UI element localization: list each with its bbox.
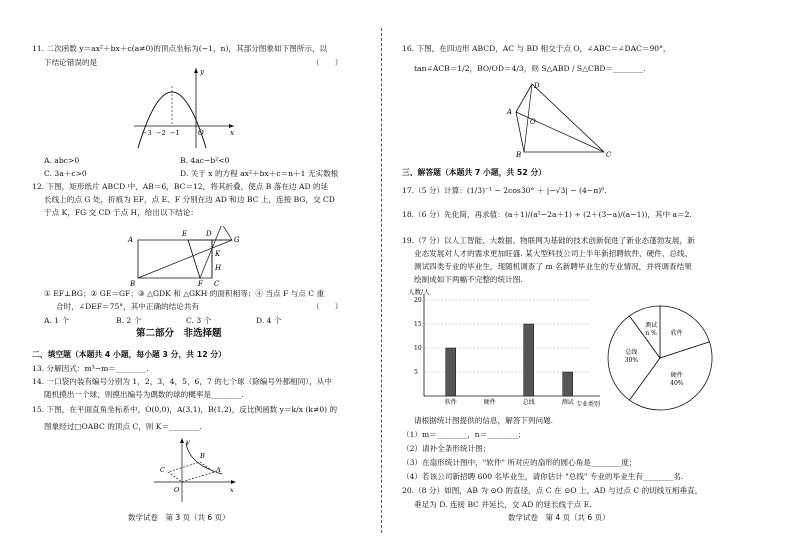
- q15-line2: 图象经过□OABC 的顶点 C，则 K＝________.: [44, 422, 202, 431]
- q12-conditions-line2: 合时，∠DEF＝75°，其中正确的结论共有: [56, 302, 200, 311]
- label-c: C: [606, 151, 612, 158]
- pie-slice-label: 测试: [645, 321, 658, 329]
- label-c: C: [214, 280, 220, 288]
- label-k: K: [215, 250, 221, 258]
- q11-parabola-graph: [130, 64, 240, 150]
- q16-line2: tan∠ACB＝1/2，BO/OD＝4/3，则 S△ABD / S△CBD＝________.: [414, 64, 646, 73]
- section2-title: 二、填空题（本题共 4 小题，每小题 3 分，共 12 分）: [32, 350, 226, 359]
- pie-slice-label: 软件: [670, 329, 683, 337]
- q20-line2: 垂足为 D. 连接 BC 并延长，交 AD 的延长线于点 E.: [414, 500, 592, 509]
- page3-footer: 数学试卷 第 3 页（共 6 页）: [128, 513, 230, 522]
- bar-ytick-label: 10: [414, 345, 422, 352]
- pie-slice-label: 总线: [625, 349, 638, 356]
- label-h: H: [215, 264, 222, 272]
- part2-title: 第二部分 非选择题: [136, 328, 222, 339]
- x-label: x: [230, 129, 234, 137]
- page4-footer: 数学试卷 第 4 页（共 6 页）: [508, 513, 610, 522]
- q20-line1: 20.（8 分）如图，AB 为 ⊙O 的直径，点 C 在 ⊙O 上，AD 与过点 C 的切线互相垂直，: [402, 486, 703, 495]
- q19-instruction: 请根据统计图提供的信息，解答下列问题.: [414, 416, 554, 425]
- tick-neg3: −3: [142, 129, 152, 137]
- q19-pie-chart: [602, 300, 722, 418]
- q19-line4: 绘制成如下两幅不完整的统计图.: [414, 275, 523, 284]
- q12-folding-figure: [126, 226, 246, 288]
- q19-line3: 测试四类专业的毕业生，现随机调查了 m 名新聘毕业生的专业情况，并将调查结果: [414, 262, 692, 271]
- rectangle-abcd: [138, 240, 212, 278]
- q19-line2: 业态发展对人才的需求更加旺盛. 某大型科技公司上半年新招聘软件、硬件、总线、: [414, 249, 693, 258]
- q12-line2: 长线上的点 G 处，折痕为 EF，点 E、F 分别在边 AD 和边 BC 上，连接 BG，交 CD: [44, 195, 335, 204]
- bar-总线: [524, 324, 534, 396]
- q12-line3: 于点 K，FG 交 CD 于点 H，给出以下结论：: [44, 208, 198, 217]
- origin-label: O: [198, 129, 204, 137]
- pie-slice-label: 硬件: [670, 372, 683, 380]
- bar-chart-ylabel: 人数/人: [408, 288, 430, 296]
- q11-option-c: C. 3a＋c>0: [44, 169, 87, 178]
- label-d: D: [206, 230, 212, 238]
- bar-ytick-label: 5: [414, 369, 418, 376]
- q16-quadrilateral-figure: [504, 80, 612, 158]
- q12-line1: 12. 下图，矩形纸片 ABCD 中，AB＝6，BC＝12，将其折叠，使点 B 落在边 AD 的延: [32, 182, 329, 191]
- bar-category-label: 硬件: [483, 399, 496, 406]
- label-a: A: [128, 236, 134, 244]
- q12-option-d: D. 4 个: [256, 316, 282, 325]
- label-a: A: [507, 108, 513, 116]
- q14-line1: 14. 一口袋内装有编号分别为 1，2，3，4，5，6，7 的七个球（除编号外都相同），从中: [32, 377, 332, 386]
- q11-stem-line1: 11. 二次函数 y＝ax²＋bx＋c(a≠0)的顶点坐标为(−1，n)，其部分图象如下图所示，以: [32, 44, 328, 53]
- bar-ytick-label: 20: [414, 297, 422, 304]
- q12-conditions-line1: ① EF⊥BG；② GE＝GF；③ △GDK 和 △GKH 的面积相等；④ 当点 F 与点 C 重: [44, 289, 325, 298]
- pie-slice-label: n %: [645, 329, 657, 337]
- segment-bg: [138, 240, 232, 278]
- bar-category-label: 软件: [444, 399, 457, 406]
- q19-line1: 19.（7 分）以人工智能、大数据、物联网为基础的技术创新促进了新业态蓬勃发展，新: [402, 236, 695, 245]
- label-c: C: [160, 466, 165, 474]
- pie-slice-label: 30%: [624, 357, 639, 364]
- page-3: [0, 0, 384, 560]
- label-a: A: [216, 466, 221, 474]
- label-f: F: [198, 280, 203, 288]
- label-d: D: [534, 82, 540, 90]
- q15-parallelogram-figure: [150, 436, 240, 504]
- q16-line1: 16. 下图，在四边形 ABCD，AC 与 BD 相交于点 O，∠ABC＝∠DAC＝90°，: [402, 44, 671, 53]
- q11-option-d: D. 关于 x 的方程 ax²＋bx＋c＝n＋1 无实数根: [180, 169, 339, 178]
- q18: 18.（6 分）先化简，再求值：(a＋1)/(a²−2a＋1) ÷ (2＋(3−a)/(a−1))，其中 a＝2.: [402, 210, 692, 219]
- label-e: E: [182, 230, 188, 238]
- y-label: y: [200, 68, 204, 76]
- q11-bracket: （ ）: [312, 58, 343, 67]
- parallelogram-oabc: [168, 462, 214, 482]
- pie-slice-label: 40%: [670, 380, 684, 388]
- page-divider: [381, 28, 382, 533]
- q14-line2: 随机摸出一个球，则摸出编号为偶数的球的概率是________.: [44, 390, 244, 399]
- q12-option-b: B. 2 个: [116, 316, 142, 325]
- q12-bracket: （ ）: [312, 302, 343, 311]
- label-g: G: [234, 236, 240, 244]
- q11-option-b: B. 4ac−b²<0: [180, 156, 230, 165]
- bar-chart-xlabel: 专业类别: [576, 401, 601, 408]
- q11-stem-line2: 下结论错误的是: [44, 58, 98, 67]
- q17: 17.（5 分）计算：(1/3)⁻¹ − 2cos30° ＋ |−√3| − (4−π)⁰.: [402, 186, 607, 195]
- label-o: O: [174, 486, 180, 494]
- tick-neg1: −1: [170, 129, 180, 137]
- bar-ytick-label: 15: [414, 321, 422, 328]
- bar-软件: [446, 348, 456, 396]
- label-b: B: [200, 452, 205, 460]
- q13: 13. 分解因式：m³−m＝________.: [32, 364, 149, 373]
- tick-neg2: −2: [156, 129, 166, 137]
- bar-测试: [563, 372, 573, 396]
- q19-sub4: （4）若该公司新招聘 600 名毕业生，请你估计 "总线" 专业的毕业生有________名.: [402, 472, 684, 481]
- section3-title: 三、解答题（本题共 7 小题，共 52 分）: [402, 168, 547, 177]
- y-label: y: [186, 438, 190, 446]
- bar-category-label: 测试: [561, 399, 574, 406]
- x-label: x: [230, 486, 234, 494]
- q19-sub2: （2）请补全条形统计图；: [402, 444, 491, 453]
- label-b: B: [516, 151, 522, 158]
- q11-option-a: A. abc>0: [44, 156, 80, 165]
- q19-sub1: （1）m＝________，n＝________；: [402, 430, 526, 439]
- label-o: O: [530, 118, 536, 126]
- q15-line1: 15. 下图，在平面直角坐标系中，O(0,0)，A(3,1)，B(1,2)，反比例函数 y＝k/x (k≠0) 的: [32, 405, 338, 414]
- page-4: [384, 0, 794, 560]
- q19-bar-chart: [408, 286, 608, 412]
- bar-category-label: 总线: [522, 399, 535, 406]
- q19-sub3: （3）在扇形统计图中，"软件" 所对应的扇形的圆心角是________度；: [402, 458, 637, 467]
- label-b: B: [130, 280, 136, 288]
- q12-option-a: A. 1 个: [44, 316, 70, 325]
- q12-option-c: C. 3 个: [186, 316, 212, 325]
